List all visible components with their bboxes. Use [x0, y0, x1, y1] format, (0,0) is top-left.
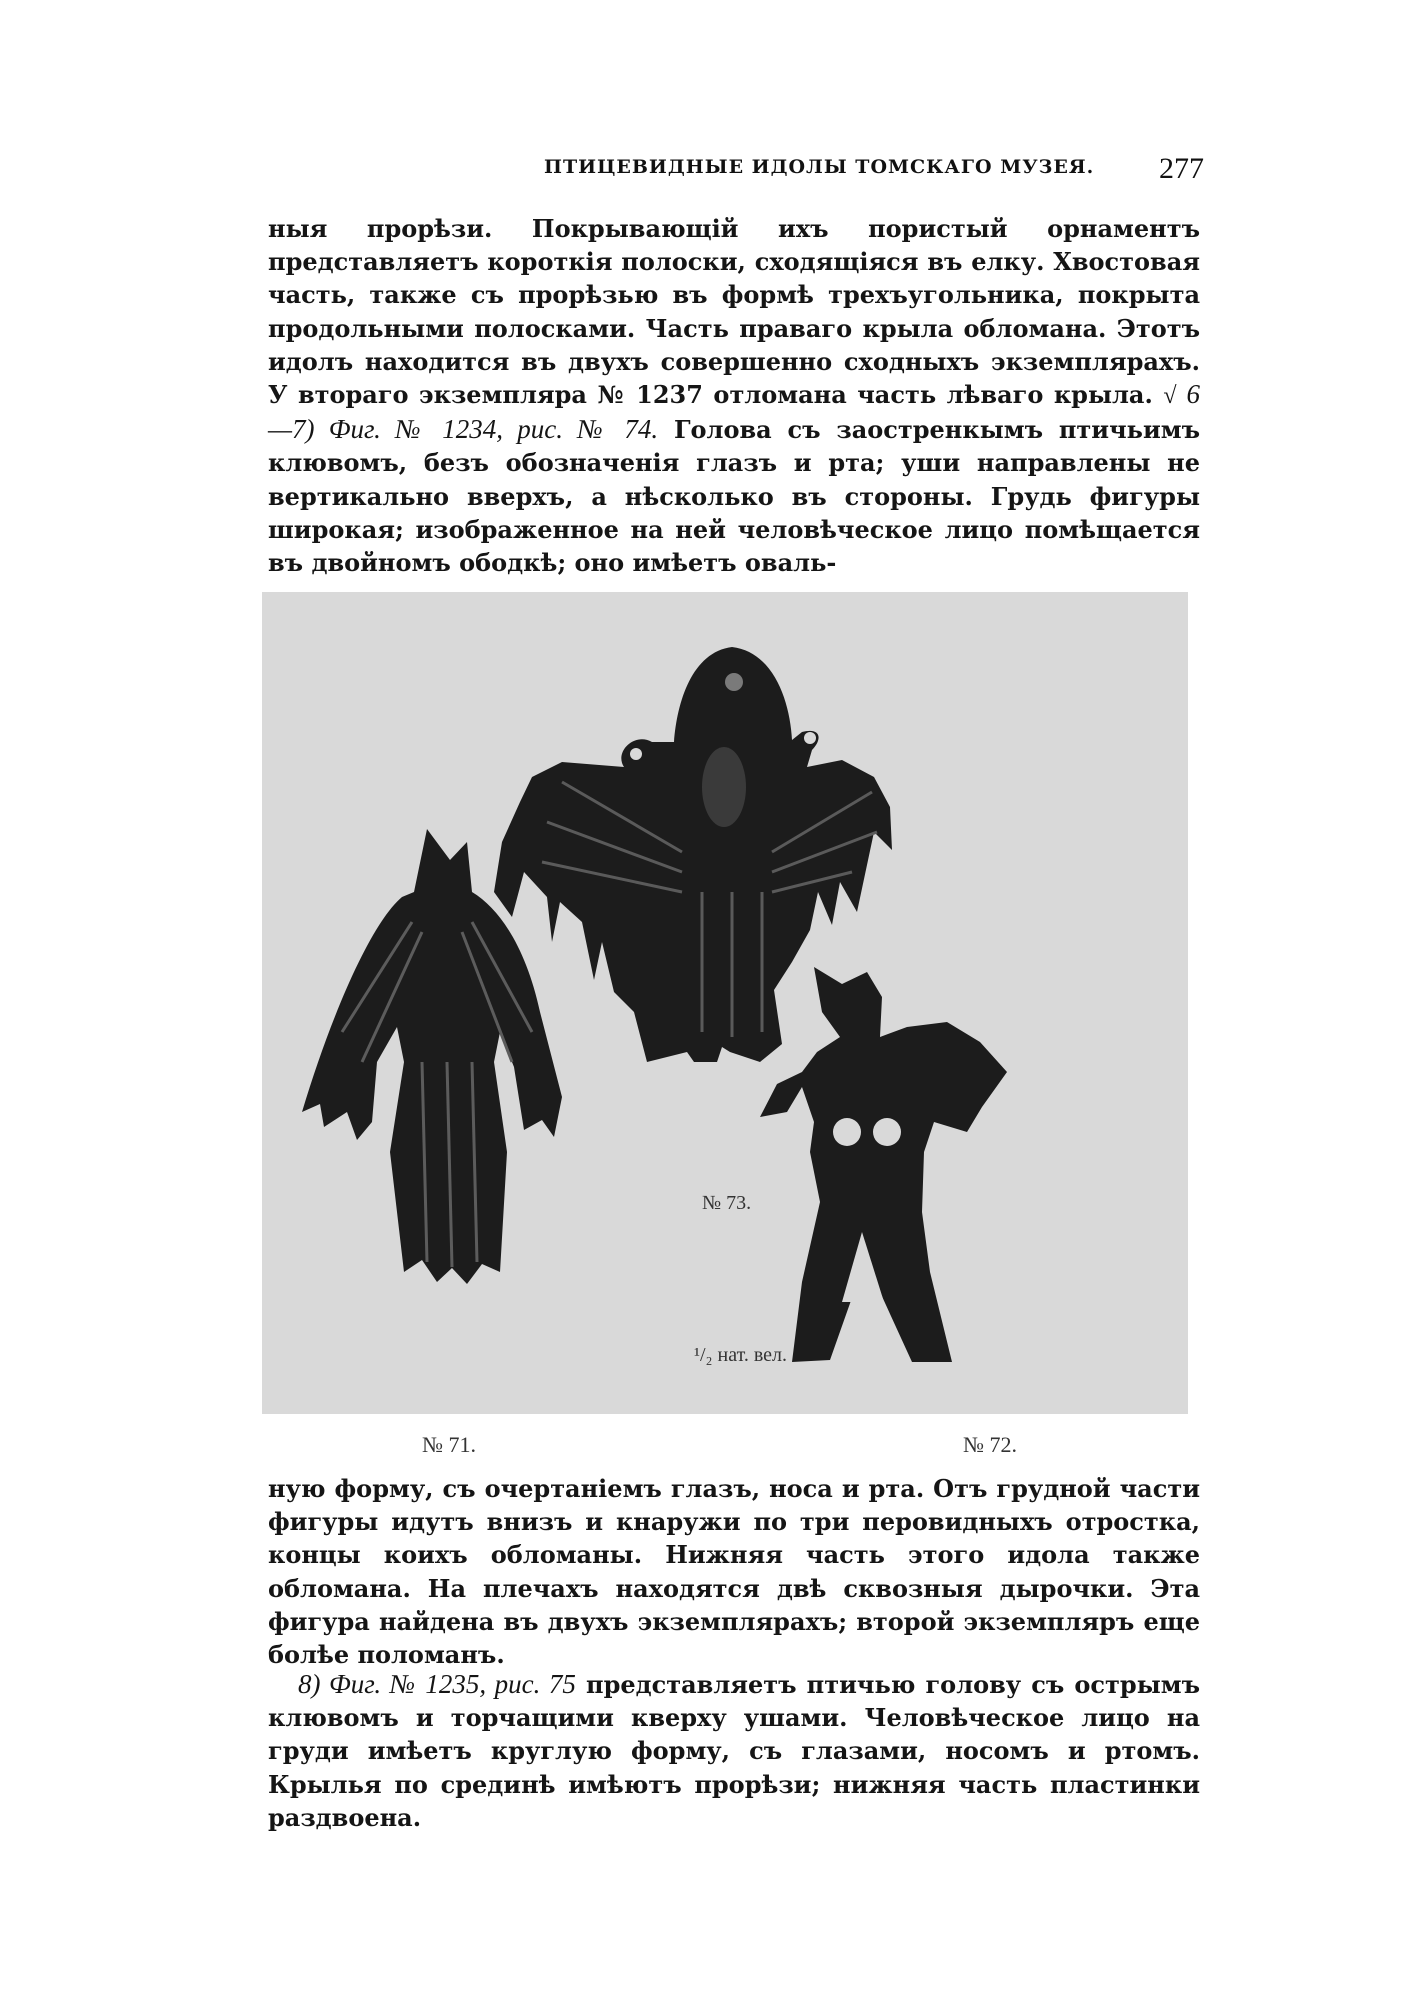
- idol-71-image: [302, 829, 562, 1284]
- page-header: [264, 152, 1204, 188]
- paragraph-7-text: Голова съ заостренкымъ птичьимъ клювомъ, безъ обозначенія глазъ и рта; уши направлены не вертикально вверхъ, а нѣсколько въ стороны. Грудь фигуры широкая; изображенное на ней человѣческое лицо помѣщается въ двойномъ ободкѣ; оно имѣетъ оваль-: [268, 415, 1201, 578]
- figure-reference-8: 8) Фиг. № 1235, рис. 75: [298, 1669, 576, 1699]
- figure-reference-7: 6—7) Фиг. № 1234, рис. № 74.: [268, 379, 1200, 445]
- paragraph-bottom: ную форму, съ очертаніемъ глазъ, носа и рта. Отъ грудной части фигуры идутъ внизъ и кнаружи по три перовидныхъ отростка, концы коихъ обломаны. Нижняя часть этого идола также обломана. На плечахъ находятся двѣ сквозныя дырочки. Эта фигура найдена въ двухъ экземплярахъ; второй экземпляръ еще болѣе поломанъ.: [268, 1474, 1200, 1670]
- idol-72-image: [760, 967, 1007, 1362]
- paragraph-8-text: представляетъ птичью голову съ острымъ клювомъ и торчащими кверху ушами. Человѣческое лицо на груди имѣетъ круглую форму, съ глазами, носомъ и ртомъ. Крылья по срединѣ имѣютъ прорѣзи; нижняя часть пластинки раздвоена.: [268, 1670, 1201, 1832]
- paragraph-top: [268, 212, 1200, 579]
- page-number: 277: [1159, 152, 1204, 185]
- caption-71: № 71.: [422, 1432, 476, 1457]
- paragraph-8: [268, 1668, 1200, 1834]
- caption-72: № 72.: [963, 1432, 1017, 1457]
- plate-label-73: № 73.: [702, 1192, 752, 1214]
- running-title: ПТИЦЕВИДНЫЕ ИДОЛЫ ТОМСКАГО МУЗЕЯ.: [544, 156, 1095, 178]
- idols-illustration: [262, 592, 1188, 1414]
- figure-plate: [262, 592, 1188, 1414]
- plate-scale-label: ¹/₂ нат. вел.: [694, 1344, 788, 1366]
- paragraph-top-text: ныя прорѣзи. Покрывающій ихъ пористый орнаментъ представляетъ короткія полоски, сходящіяся въ елку. Хвостовая часть, также съ прорѣзью въ формѣ трехъугольника, покрыта продольными полосками. Часть праваго крыла обломана. Этотъ идолъ находится въ двухъ совершенно сходныхъ экземплярахъ. У втораго экземпляра № 1237 отломана часть лѣваго крыла.: [268, 214, 1200, 410]
- margin-check-mark: √: [1163, 383, 1177, 410]
